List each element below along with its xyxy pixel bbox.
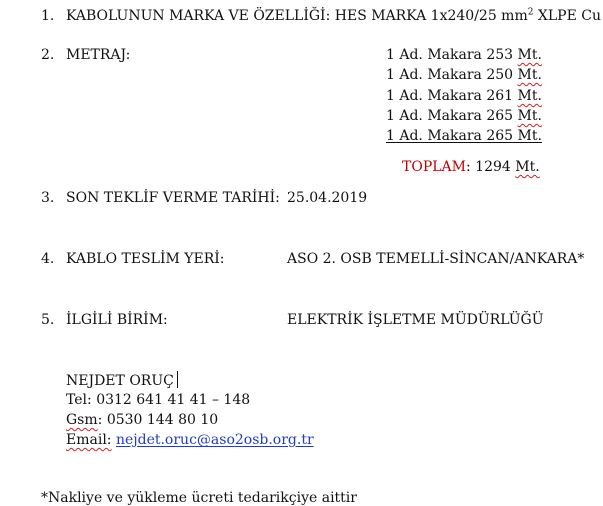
reel-line: 1 Ad. Makara 265 Mt. (386, 108, 542, 124)
item-3-value: 25.04.2019 (287, 190, 368, 206)
item-5-value: ELEKTRİK İŞLETME MÜDÜRLÜĞÜ (287, 312, 544, 328)
total-unit: Mt. (515, 159, 540, 175)
reel-line: 1 Ad. Makara 250 Mt. (386, 67, 542, 83)
footnote: *Nakliye ve yükleme ücreti tedarikçiye aittir (41, 490, 357, 506)
contact-tel: Tel: 0312 641 41 41 – 148 (66, 392, 251, 408)
total-label: TOPLAM (402, 159, 466, 175)
total-value: 1294 (475, 159, 511, 175)
total-line: TOPLAM: 1294 Mt. (402, 159, 540, 175)
email-link[interactable]: nejdet.oruc@aso2osb.org.tr (115, 432, 314, 448)
reel-line-last: 1 Ad. Makara 265 Mt. (386, 128, 542, 144)
item-1-value: HES MARKA 1x240/25 $mm^2$ XLPE Cu (334, 7, 602, 24)
item-4-label: KABLO TESLİM YERİ: (66, 251, 225, 267)
contact-name: NEJDET ORUÇ (66, 371, 178, 390)
item-3-number: 3. (41, 190, 55, 206)
item-3-label: SON TEKLİF VERME TARİHİ: (66, 190, 280, 206)
item-5-number: 5. (41, 312, 55, 328)
reel-line: 1 Ad. Makara 261 Mt. (386, 88, 542, 104)
item-5-label: İLGİLİ BİRİM: (66, 312, 168, 328)
contact-email: Email: nejdet.oruc@aso2osb.org.tr (66, 432, 314, 448)
item-4-number: 4. (41, 251, 55, 267)
item-2-number: 2. (41, 47, 55, 63)
reel-line: 1 Ad. Makara 253 Mt. (386, 47, 542, 63)
item-4-value: ASO 2. OSB TEMELLİ-SİNCAN/ANKARA* (287, 251, 585, 267)
item-1-line (66, 7, 601, 25)
item-2-label: METRAJ: (66, 47, 131, 63)
text-cursor (177, 371, 178, 388)
item-1-number: 1. (41, 8, 55, 24)
contact-gsm: Gsm: 0530 144 80 10 (66, 412, 219, 428)
item-1-label: KABOLUNUN MARKA VE ÖZELLİĞİ: (66, 8, 331, 24)
